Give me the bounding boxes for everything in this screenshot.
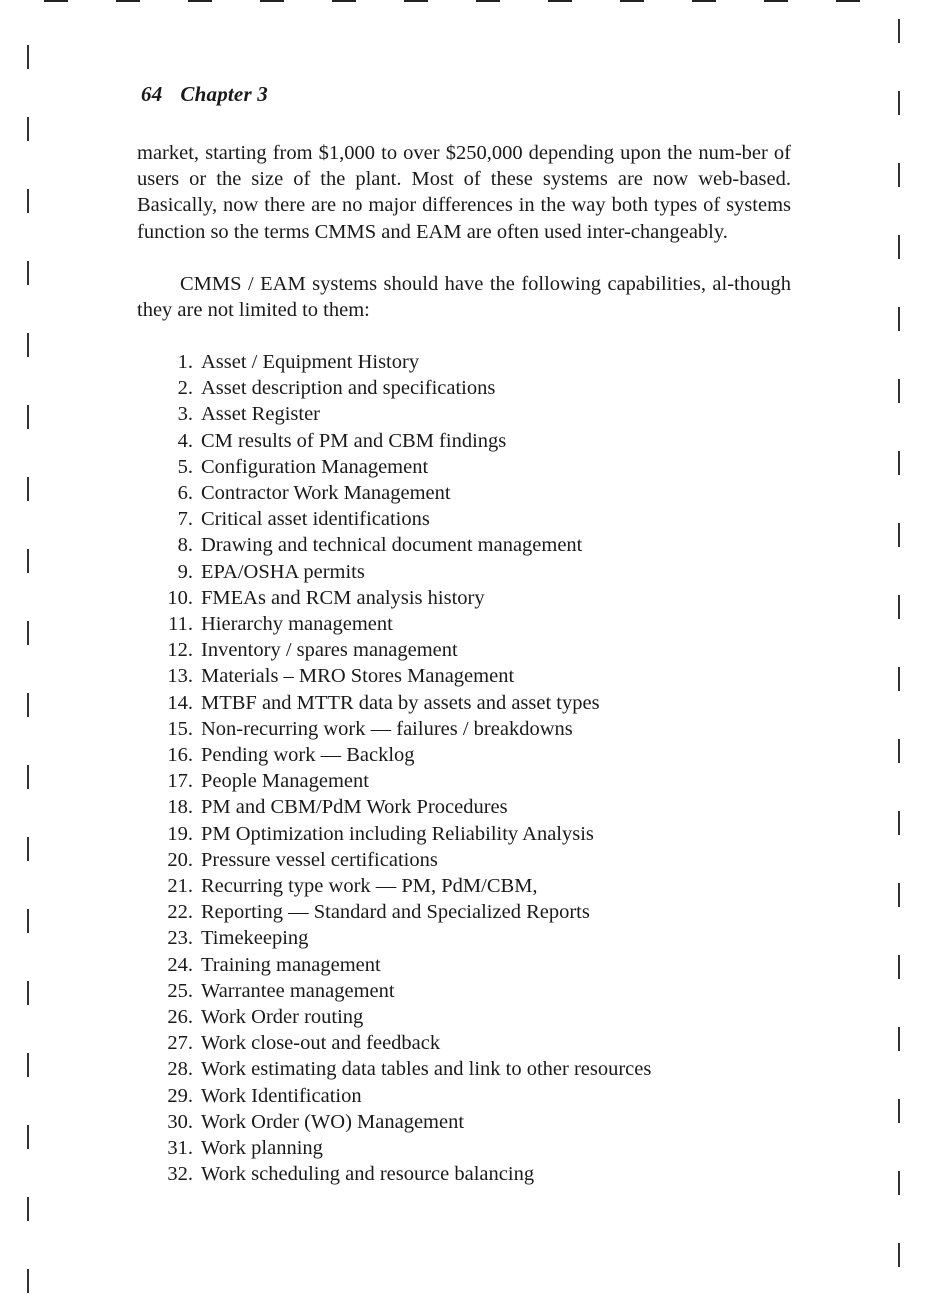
list-item [137,1135,651,1161]
list-item-number: 17. [167,770,193,793]
list-item-number: 10. [167,586,193,609]
list-item-number: 31. [167,1137,193,1160]
list-item [137,585,651,611]
list-item-number: 15. [167,717,193,740]
list-item [137,428,651,454]
list-item-text: Warrantee management [201,979,395,1002]
list-item-text: Reporting — Standard and Specialized Reports [201,901,590,924]
list-item-text: Pending work — Backlog [201,744,415,767]
list-item-number: 29. [167,1084,193,1107]
list-item-number: 26. [167,1006,193,1029]
list-item [137,899,651,925]
list-item-text: People Management [201,770,369,793]
list-item-number: 7. [177,508,193,531]
list-item-text: Materials – MRO Stores Management [201,665,515,688]
list-item [137,873,651,899]
list-item-text: Recurring type work — PM, PdM/CBM, [201,875,538,898]
list-item [137,1109,651,1135]
list-item [137,1056,651,1082]
list-item [137,375,651,401]
list-item-number: 13. [167,665,193,688]
list-item [137,768,651,794]
list-item [137,1083,651,1109]
list-item [137,401,651,427]
list-item-text: Work Order routing [201,1006,364,1029]
list-item-text: Work Order (WO) Management [201,1110,465,1133]
list-item [137,559,651,585]
list-item-number: 32. [167,1163,193,1186]
list-item-number: 16. [167,744,193,767]
list-item [137,454,651,480]
list-item-number: 12. [167,639,193,662]
list-item-text: Asset description and specifications [201,377,496,400]
list-item-number: 5. [177,455,193,478]
list-item-number: 20. [167,848,193,871]
list-item-text: Non-recurring work — failures / breakdowns [201,717,573,740]
list-item-number: 22. [167,901,193,924]
list-item-text: Drawing and technical document management [201,534,583,557]
list-item-text: MTBF and MTTR data by assets and asset types [201,691,600,714]
list-item [137,480,651,506]
running-head [141,82,268,107]
list-item [137,1161,651,1187]
list-item-number: 1. [177,351,193,373]
list-item-number: 11. [168,613,193,636]
list-item-number: 21. [167,875,193,898]
list-item [137,716,651,742]
list-item-number: 2. [177,377,193,400]
list-item-text: Contractor Work Management [201,482,451,505]
list-item [137,1030,651,1056]
body-paragraph-1: market, starting from $1,000 to over $250,000 depending upon the num-ber of users or the size of the plant. Most of these systems are now web-based. Basically, now there are no major differences in the way both types of systems function so the terms CMMS and EAM are often used inter-changeably. [137,142,791,243]
list-item-text: Pressure vessel certifications [201,848,438,871]
list-item-text: Work scheduling and resource balancing [201,1163,535,1186]
list-item-text: Asset Register [201,403,320,426]
list-item [137,847,651,873]
list-item [137,611,651,637]
chapter-title: Chapter 3 [180,82,268,106]
list-item-text: Inventory / spares management [201,639,458,662]
list-item-number: 19. [167,822,193,845]
list-item-text: EPA/OSHA permits [201,560,365,583]
list-item [137,821,651,847]
list-item [137,952,651,978]
list-item-number: 6. [177,482,193,505]
page-number: 64 [141,82,163,106]
list-item [137,1004,651,1030]
list-item [137,690,651,716]
list-item [137,506,651,532]
list-item-text: PM Optimization including Reliability Analysis [201,822,594,845]
list-item-text: Work close-out and feedback [201,1032,441,1055]
capabilities-list [137,349,651,1188]
list-item-text: Asset / Equipment History [201,351,420,373]
top-crop-marks [0,0,925,4]
list-item [137,742,651,768]
list-item-text: Work estimating data tables and link to other resources [201,1058,652,1081]
list-item [137,637,651,663]
list-item [137,925,651,951]
list-item-text: PM and CBM/PdM Work Procedures [201,796,508,819]
list-item-number: 18. [167,796,193,819]
list-item-number: 30. [167,1110,193,1133]
list-item-text: Timekeeping [201,927,309,950]
list-item [137,978,651,1004]
list-item-number: 23. [167,927,193,950]
list-item-text: Work Identification [201,1084,362,1107]
body-paragraph-2: CMMS / EAM systems should have the following capabilities, al-though they are not limited to them: [137,273,791,322]
list-item-number: 14. [167,691,193,714]
list-item-text: Hierarchy management [201,613,393,636]
list-item-number: 28. [167,1058,193,1081]
list-item-text: FMEAs and RCM analysis history [201,586,485,609]
list-item-text: Work planning [201,1137,323,1160]
list-item [137,794,651,820]
list-item [137,349,651,375]
list-item [137,532,651,558]
list-item-text: Critical asset identifications [201,508,430,531]
list-item-number: 9. [177,560,193,583]
list-item-text: CM results of PM and CBM findings [201,429,507,452]
list-item-text: Configuration Management [201,455,429,478]
list-item-text: Training management [201,953,381,976]
list-item-number: 27. [167,1032,193,1055]
list-item-number: 24. [167,953,193,976]
list-item-number: 4. [177,429,193,452]
list-item-number: 8. [177,534,193,557]
list-item-number: 25. [167,979,193,1002]
list-item [137,663,651,689]
list-item-number: 3. [177,403,193,426]
